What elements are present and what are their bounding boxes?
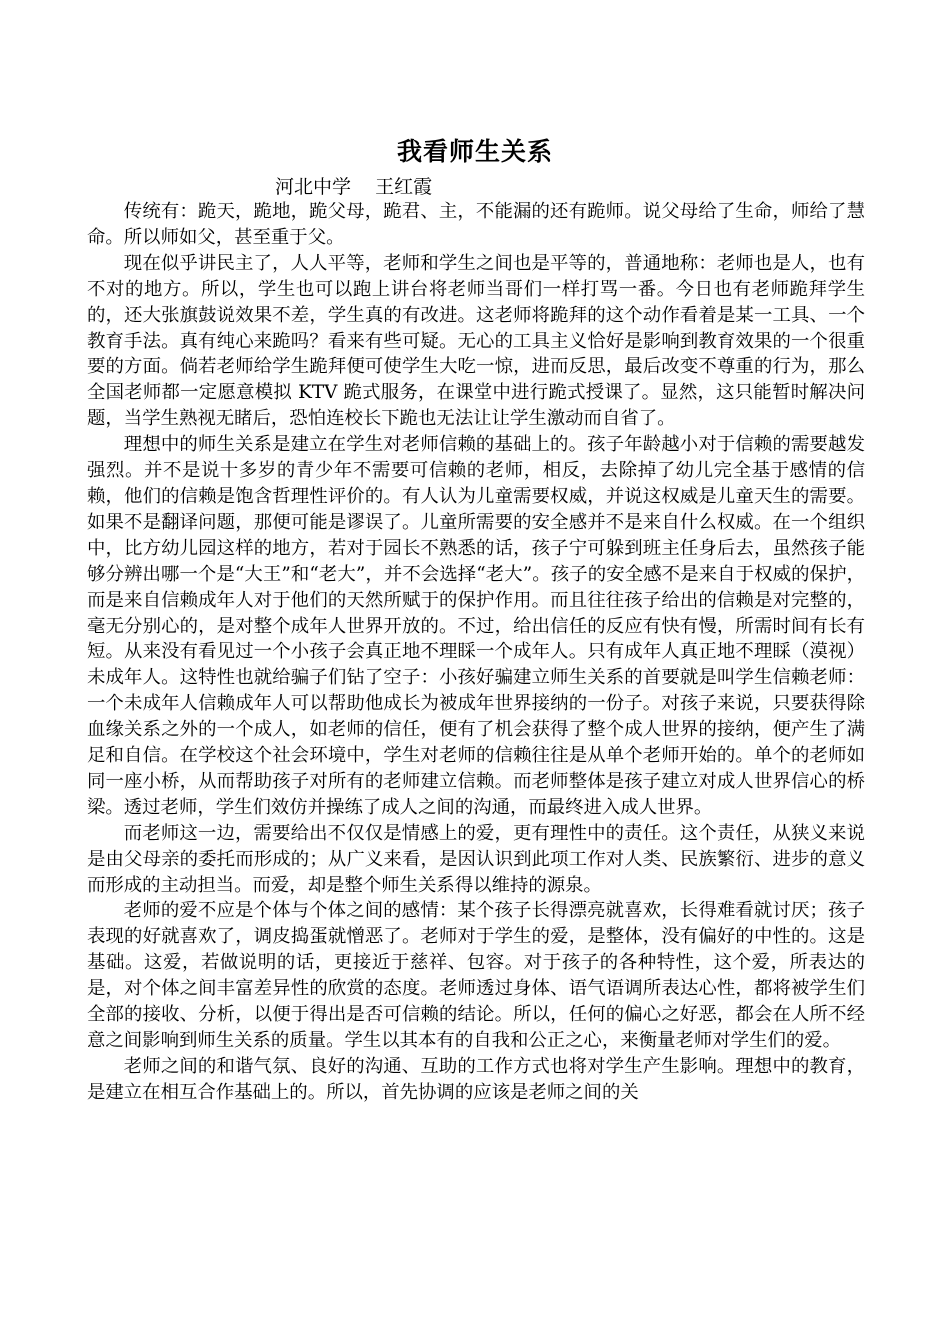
document-body <box>87 199 865 1106</box>
paragraph: 理想中的师生关系是建立在学生对老师信赖的基础上的。孩子年龄越小对于信赖的需要越发强烈。并不是说十多岁的青少年不需要可信赖的老师，相反，去除掉了幼儿完全基于感情的信赖，他们的信赖是饱含哲理性评价的。有人认为儿童需要权威，并说这权威是儿童天生的需要。如果不是翻译问题，那便可能是谬误了。儿童所需要的安全感并不是来自什么权威。在一个组织中，比方幼儿园这样的地方，若对于园长不熟悉的话，孩子宁可躲到班主任身后去，虽然孩子能够分辨出哪一个是“大王”和“老大”，并不会选择“老大”。孩子的安全感不是来自于权威的保护，而是来自信赖成年人对于他们的天然所赋于的保护作用。而且往往孩子给出的信赖是对完整的，毫无分别心的，是对整个成年人世界开放的。不过，给出信任的反应有快有慢，所需时间有长有短。从来没有看见过一个小孩子会真正地不理睬一个成年人。只有成年人真正地不理睬（漠视）未成年人。这特性也就给骗子们钻了空子：小孩好骗建立师生关系的首要就是叫学生信赖老师：一个未成年人信赖成年人可以帮助他成长为被成年世界接纳的一份子。对孩子来说，只要获得除血缘关系之外的一个成人，如老师的信任，便有了机会获得了整个成人世界的接纳，便产生了满足和自信。在学校这个社会环境中，学生对老师的信赖往往是从单个老师开始的。单个的老师如同一座小桥，从而帮助孩子对所有的老师建立信赖。而老师整体是孩子建立对成人世界信心的桥梁。透过老师，学生们效仿并操练了成人之间的沟通，而最终进入成人世界。 <box>87 434 865 818</box>
paragraph: 传统有：跪天，跪地，跪父母，跪君、主，不能漏的还有跪师。说父母给了生命，师给了慧命。所以师如父，甚至重于父。 <box>87 201 865 248</box>
document-title: 我看师生关系 <box>396 137 553 166</box>
author-byline: 河北中学 王红霞 <box>275 176 433 198</box>
paragraph: 而老师这一边，需要给出不仅仅是情感上的爱，更有理性中的责任。这个责任，从狭义来说是由父母亲的委托而形成的；从广义来看，是因认识到此项工作对人类、民族繁衍、进步的意义而形成的主动担当。而爱，却是整个师生关系得以维持的源泉。 <box>87 822 865 896</box>
paragraph: 现在似乎讲民主了，人人平等，老师和学生之间也是平等的，普通地称：老师也是人，也有不对的地方。所以，学生也可以跑上讲台将老师当哥们一样打骂一番。今日也有老师跪拜学生的，还大张旗鼓说效果不差，学生真的有改进。这老师将跪拜的这个动作看着是某一工具、一个教育手法。真有纯心来跪吗？看来有些可疑。无心的工具主义恰好是影响到教育效果的一个很重要的方面。倘若老师给学生跪拜便可使学生大吃一惊，进而反思，最后改变不尊重的行为，那么全国老师都一定愿意模拟 KTV 跪式服务，在课堂中进行跪式授课了。显然，这只能暂时解决问题，当学生熟视无睹后，恐怕连校长下跪也无法让让学生激动而自省了。 <box>87 252 865 430</box>
paragraph: 老师的爱不应是个体与个体之间的感情：某个孩子长得漂亮就喜欢，长得难看就讨厌；孩子表现的好就喜欢了，调皮捣蛋就憎恶了。老师对于学生的爱，是整体，没有偏好的中性的。这是基础。这爱，若做说明的话，更接近于慈祥、包容。对于孩子的各种特性，这个爱，所表达的是，对个体之间丰富差异性的欣赏的态度。老师透过身体、语气语调所表达心性，都将被学生们全部的接收、分析，以便于得出是否可信赖的结论。所以，任何的偏心之好恶，都会在人所不经意之间影响到师生关系的质量。学生以其本有的自我和公正之心，来衡量老师对学生们的爱。 <box>87 900 865 1051</box>
paragraph: 老师之间的和谐气氛、良好的沟通、互助的工作方式也将对学生产生影响。理想中的教育，是建立在相互合作基础上的。所以，首先协调的应该是老师之间的关 <box>87 1055 865 1103</box>
